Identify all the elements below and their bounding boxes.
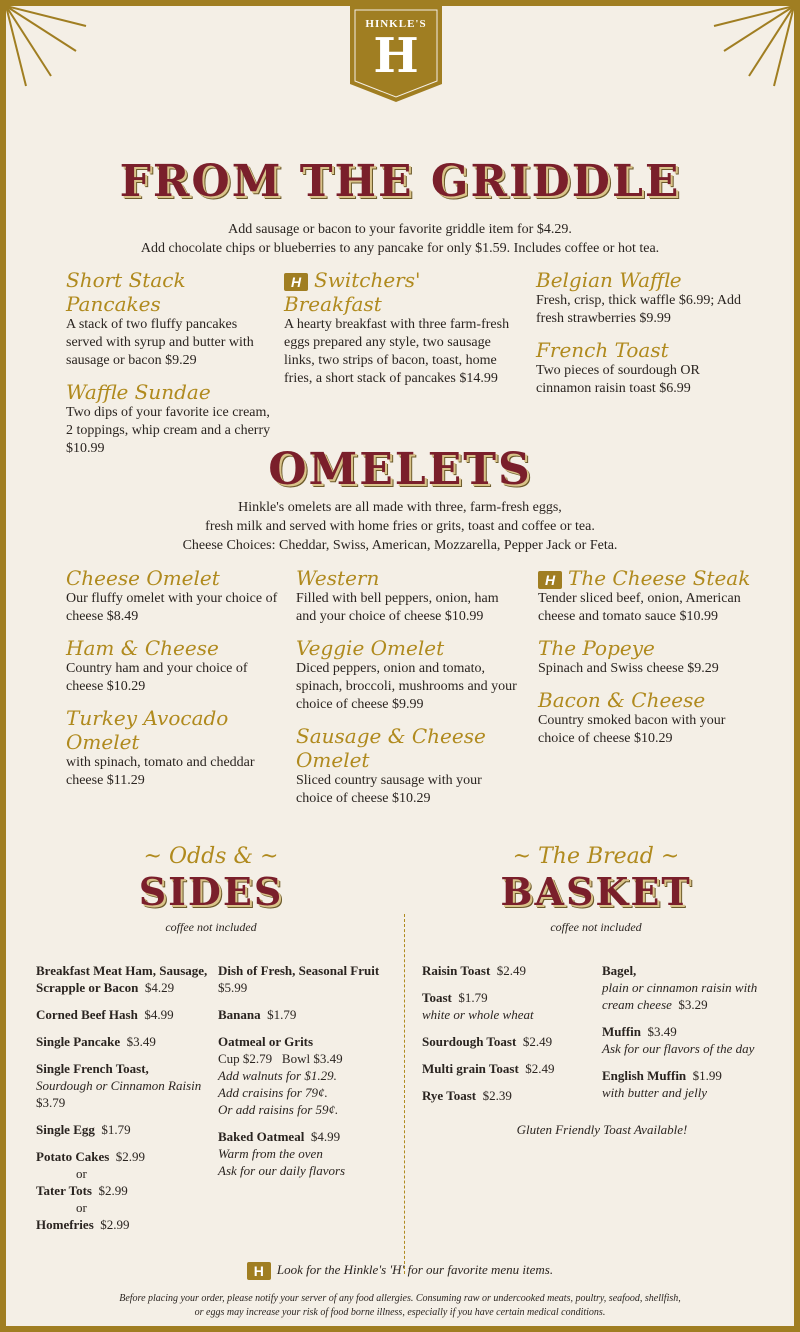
bread-item-name: Sourdough Toast — [422, 1034, 517, 1049]
item-desc: Country ham and your choice of cheese $10.29 — [66, 661, 248, 694]
bread-item-price: $1.99 — [692, 1068, 722, 1083]
side-item-name: Dish of Fresh, Seasonal Fruit — [218, 963, 380, 978]
griddle-title: FROM THE GRIDDLE — [119, 156, 681, 207]
omelets-intro-line: Hinkle's omelets are all made with three, farm-fresh eggs, — [238, 500, 562, 515]
side-item-price: Bowl $3.49 — [281, 1051, 343, 1066]
side-item — [218, 962, 398, 996]
griddle-col-1 — [66, 268, 274, 468]
bread-big-title: BASKET — [500, 869, 692, 914]
side-item-name: Breakfast Meat Ham, Sausage, Scrapple or Bacon — [36, 963, 208, 995]
item-title: Cheese Omelet — [66, 566, 220, 590]
item-desc: Country smoked bacon with your choice of cheese $10.29 — [538, 713, 726, 746]
omelets-col-1 — [66, 566, 281, 800]
side-item-price: $3.79 — [36, 1095, 66, 1110]
item-title: Belgian Waffle — [536, 268, 682, 292]
item-title: Veggie Omelet — [296, 636, 445, 660]
bread-item — [602, 1067, 782, 1101]
griddle-banner — [6, 156, 794, 207]
bread-item-price: $3.29 — [678, 997, 708, 1012]
hinkles-h-badge-icon: H — [538, 571, 562, 589]
bread-item-price: $3.49 — [647, 1024, 677, 1039]
item-title: Short Stack Pancakes — [66, 268, 186, 316]
column-divider — [404, 914, 405, 1274]
footer-look-note — [6, 1262, 794, 1280]
item-desc: Two pieces of sourdough OR cinnamon raisin toast $6.99 — [536, 363, 700, 396]
side-item-name: Baked Oatmeal — [218, 1129, 305, 1144]
item-desc: Diced peppers, onion and tomato, spinach, broccoli, mushrooms and your choice of cheese $9.99 — [296, 661, 517, 712]
side-item-name: Potato Cakes — [36, 1149, 110, 1164]
item-desc: Our fluffy omelet with your choice of cheese $8.49 — [66, 591, 278, 624]
side-item-price: $2.99 — [100, 1217, 130, 1232]
omelets-col-2 — [296, 566, 518, 818]
sides-col-1 — [36, 962, 211, 1233]
side-item-sub: Sourdough or Cinnamon Raisin — [36, 1078, 202, 1093]
item-title: Waffle Sundae — [66, 380, 211, 404]
item-title: Turkey Avocado Omelet — [66, 706, 229, 754]
side-item-name: Single French Toast, — [36, 1061, 149, 1076]
side-item — [36, 1060, 211, 1111]
bread-note: coffee not included — [550, 920, 642, 934]
bread-item — [422, 1033, 598, 1050]
bread-item-price: $1.79 — [458, 990, 488, 1005]
side-item — [36, 1006, 211, 1023]
bread-col-2 — [602, 962, 782, 1111]
bread-item — [602, 1023, 782, 1057]
bread-item — [422, 962, 598, 979]
side-item-sub: Warm from the oven — [218, 1146, 323, 1161]
side-item — [218, 1006, 398, 1023]
item-desc: Tender sliced beef, onion, American cheese and tomato sauce $10.99 — [538, 591, 741, 624]
omelets-title: OMELETS — [268, 444, 532, 495]
griddle-intro-line: Add chocolate chips or blueberries to any pancake for only $1.59. Includes coffee or hot tea. — [140, 241, 660, 256]
footer-look-text: Look for the Hinkle's 'H' for our favorite menu items. — [276, 1262, 554, 1277]
bread-item-sub: plain or cinnamon raisin with cream cheese — [602, 980, 758, 1012]
item-desc: Fresh, crisp, thick waffle $6.99; Add fresh strawberries $9.99 — [536, 293, 742, 326]
side-item-name: Homefries — [36, 1217, 94, 1232]
item-desc: with spinach, tomato and cheddar cheese $11.29 — [66, 755, 255, 788]
item-title-text: The Cheese Steak — [568, 566, 751, 590]
side-item-price: $2.99 — [98, 1183, 128, 1198]
bread-item — [422, 1087, 598, 1104]
item-desc: Filled with bell peppers, onion, ham and your choice of cheese $10.99 — [296, 591, 499, 624]
item-title: French Toast — [536, 338, 669, 362]
side-item-name: Banana — [218, 1007, 261, 1022]
bread-item — [422, 989, 598, 1023]
side-item — [36, 1216, 211, 1233]
side-item-name: Single Pancake — [36, 1034, 121, 1049]
item-desc: Sliced country sausage with your choice of cheese $10.29 — [296, 773, 482, 806]
item-title: Ham & Cheese — [66, 636, 219, 660]
item-desc: A stack of two fluffy pancakes served with syrup and butter with sausage or bacon $9.29 — [66, 317, 254, 368]
sides-header — [66, 844, 356, 935]
bread-script-text: The Bread — [538, 844, 654, 869]
griddle-col-3 — [536, 268, 756, 408]
side-item-name: Single Egg — [36, 1122, 95, 1137]
side-item — [218, 1128, 398, 1179]
bread-item — [602, 962, 782, 1013]
side-item — [36, 1148, 211, 1165]
bread-item-name: Raisin Toast — [422, 963, 491, 978]
bread-item-price: $2.39 — [482, 1088, 512, 1103]
side-item-name: Oatmeal or Grits — [218, 1034, 314, 1049]
side-item-price: $1.79 — [101, 1122, 131, 1137]
side-item-sub: Add craisins for 79¢. — [218, 1085, 328, 1100]
bread-item — [422, 1060, 598, 1077]
side-item-price: $2.99 — [115, 1149, 146, 1164]
side-item — [36, 1182, 211, 1199]
bread-header — [446, 844, 746, 935]
logo-letter: H — [373, 28, 419, 84]
item-desc: A hearty breakfast with three farm-fresh eggs prepared any style, two sausage links, two strips of bacon, toast, home fries, a short stack of pancakes $14.99 — [284, 317, 510, 386]
bread-item-price: $2.49 — [525, 1061, 555, 1076]
gluten-note: Gluten Friendly Toast Available! — [516, 1122, 688, 1137]
side-item-price: $5.99 — [218, 980, 248, 995]
side-item-price: $4.29 — [144, 980, 175, 995]
bread-item-name: Multi grain Toast — [422, 1061, 519, 1076]
side-item — [36, 1121, 211, 1138]
side-item-price: $1.79 — [267, 1007, 297, 1022]
hinkles-h-badge-icon: H — [284, 273, 308, 291]
sides-big-title: SIDES — [138, 869, 284, 914]
bread-item-sub: Ask for our flavors of the day — [602, 1041, 755, 1056]
griddle-intro-line: Add sausage or bacon to your favorite griddle item for $4.29. — [228, 222, 572, 237]
sides-col-2 — [218, 962, 398, 1189]
sides-script-title: ~ Odds & ~ — [143, 844, 279, 869]
sides-note: coffee not included — [165, 920, 257, 934]
side-item-sub: Or add raisins for 59¢. — [218, 1102, 339, 1117]
side-item — [36, 1033, 211, 1050]
side-item-name: Tater Tots — [36, 1183, 92, 1198]
item-title: Sausage & Cheese Omelet — [296, 724, 486, 772]
omelets-intro-line: fresh milk and served with home fries or grits, toast and coffee or tea. — [205, 519, 595, 534]
item-desc: Spinach and Swiss cheese $9.29 — [538, 661, 719, 676]
bread-item-sub: white or whole wheat — [422, 1007, 534, 1022]
corner-rays-decoration — [6, 6, 96, 96]
side-item — [218, 1033, 398, 1118]
bread-item-price: $2.49 — [522, 1034, 553, 1049]
side-item-price: $4.99 — [310, 1129, 341, 1144]
sides-script-text: Odds & — [168, 844, 254, 869]
griddle-intro — [6, 220, 794, 258]
or-separator: or — [76, 1166, 87, 1181]
bread-item-price: $2.49 — [496, 963, 527, 978]
item-title — [284, 268, 512, 316]
side-item-name: Corned Beef Hash — [36, 1007, 138, 1022]
side-item-price: Cup $2.79 — [218, 1051, 273, 1066]
hinkles-h-badge-icon: H — [247, 1262, 271, 1280]
item-title: The Popeye — [538, 636, 655, 660]
logo-brand: HINKLE'S — [365, 18, 427, 30]
item-title — [538, 566, 760, 590]
item-title: Bacon & Cheese — [538, 688, 706, 712]
item-title-text: Switchers' Breakfast — [284, 268, 421, 316]
omelets-banner — [6, 444, 794, 495]
omelets-intro — [6, 498, 794, 555]
bread-item-name: Toast — [422, 990, 452, 1005]
side-item — [36, 962, 211, 996]
side-item-price: $4.99 — [144, 1007, 174, 1022]
item-title: Western — [296, 566, 380, 590]
griddle-col-2 — [284, 268, 512, 398]
or-separator: or — [76, 1200, 87, 1215]
bread-item-sub: with butter and jelly — [602, 1085, 708, 1100]
omelets-col-3 — [538, 566, 760, 758]
bread-script-title: ~ The Bread ~ — [512, 844, 680, 869]
side-item-sub: Ask for our daily flavors — [218, 1163, 346, 1178]
corner-rays-decoration — [704, 6, 794, 96]
allergy-disclaimer: Before placing your order, please notify your server of any food allergies. Consuming raw or undercooked meats, poultry, seafood, shellfish, or eggs may increase your risk of food borne illness, especially if you have certain medical conditions. — [119, 1293, 681, 1318]
bread-item-name: Muffin — [602, 1024, 641, 1039]
bread-col-1 — [422, 962, 598, 1114]
bread-item-name: Rye Toast — [422, 1088, 477, 1103]
side-item-price: $3.49 — [126, 1034, 156, 1049]
bread-item-name: English Muffin — [602, 1068, 687, 1083]
bread-item-name: Bagel, — [602, 963, 637, 978]
omelets-intro-line: Cheese Choices: Cheddar, Swiss, American, Mozzarella, Pepper Jack or Feta. — [182, 538, 618, 553]
item-desc: Two dips of your favorite ice cream, 2 toppings, whip cream and a cherry $10.99 — [66, 405, 271, 456]
side-item-sub: Add walnuts for $1.29. — [218, 1068, 337, 1083]
